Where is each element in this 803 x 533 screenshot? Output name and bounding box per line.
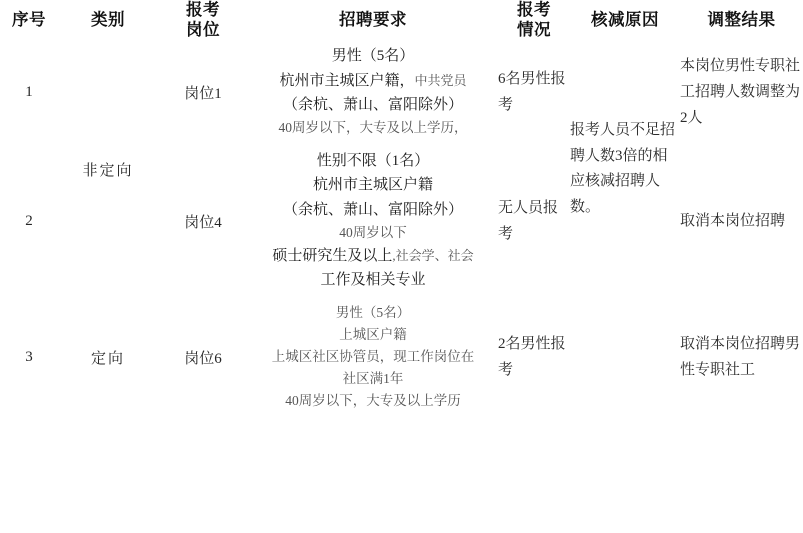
table-row: [0, 40, 803, 145]
row3-req-line-1: 男性（5名）: [335, 305, 411, 321]
row1-result: 本岗位男性专职社工招聘人数调整为2人: [680, 57, 801, 126]
row2-req-line-1: 性别不限（1名）: [316, 153, 430, 169]
header-status: [498, 0, 570, 40]
row1-category: 非定向: [82, 162, 134, 179]
row2-post: 岗位4: [184, 215, 222, 232]
header-status-line2: 情况: [517, 20, 551, 40]
table-header: [0, 0, 803, 40]
row3-requirements: [248, 298, 498, 417]
row2-req-line-5-main: 硕士研究生及以上: [272, 247, 393, 264]
row1-req-line-1: 男性（5名）: [331, 48, 415, 65]
row3-req-line-2: 上城区户籍: [339, 327, 407, 343]
header-result: 调整结果: [707, 10, 776, 30]
row1-req-line-2: [252, 69, 494, 93]
row3-category: 定向: [90, 351, 125, 368]
header-row: [0, 0, 803, 40]
row3-seq: 3: [25, 349, 33, 366]
row2-result: 取消本岗位招聘: [680, 212, 786, 229]
row1-req-line-4: 40周岁以下，大专及以上学历，: [278, 120, 468, 136]
table-body: [0, 40, 803, 417]
row2-req-line-2: 杭州市主城区户籍: [312, 177, 433, 194]
header-post: [158, 0, 248, 40]
row1-req-line-3: （余杭、萧山、富阳除外）: [282, 96, 463, 113]
row3-post: 岗位6: [184, 351, 222, 368]
row3-req-line-5: 40周岁以下，大专及以上学历: [285, 392, 461, 408]
header-category: 类别: [91, 10, 125, 30]
row2-req-line-5-small: ,社会学、社会: [392, 247, 474, 263]
row1-req-line-2-small: 中共党员: [414, 72, 467, 88]
header-seq: 序号: [12, 10, 46, 30]
header-status-line1: 报考: [517, 0, 551, 19]
row3-req-line-3: 上城区社区协管员，现工作岗位在: [271, 349, 475, 365]
row2-req-line-3: （余杭、萧山、富阳除外）: [282, 201, 463, 218]
row3-status: 2名男性报考: [498, 336, 566, 378]
row3-req-line-4: 社区满1年: [342, 370, 404, 386]
row2-req-line-6: 工作及相关专业: [320, 272, 426, 289]
row1-requirements: [248, 40, 498, 145]
row2-status: 无人员报考: [498, 199, 559, 242]
header-requirements: 招聘要求: [339, 10, 407, 30]
row3-reason-empty: [570, 298, 680, 417]
row1-post: 岗位1: [184, 86, 222, 103]
row3-result: 取消本岗位招聘男性专职社工: [680, 336, 801, 378]
row1-seq: 1: [25, 84, 33, 101]
header-reason: 核减原因: [591, 10, 659, 30]
header-post-line2: 岗位: [186, 20, 220, 40]
row1-status: 6名男性报考: [498, 70, 566, 113]
header-post-line1: 报考: [186, 0, 220, 19]
row2-req-line-5: [252, 244, 494, 268]
row2-requirements: [248, 145, 498, 298]
table-row: [0, 298, 803, 417]
row2-req-line-4: 40周岁以下: [339, 224, 407, 240]
row1-reason: 报考人员不足招聘人数3倍的相应核减招聘人数。: [570, 121, 676, 216]
row1-req-line-2-main: 杭州市主城区户籍，: [279, 72, 415, 89]
row2-seq: 2: [25, 213, 33, 230]
